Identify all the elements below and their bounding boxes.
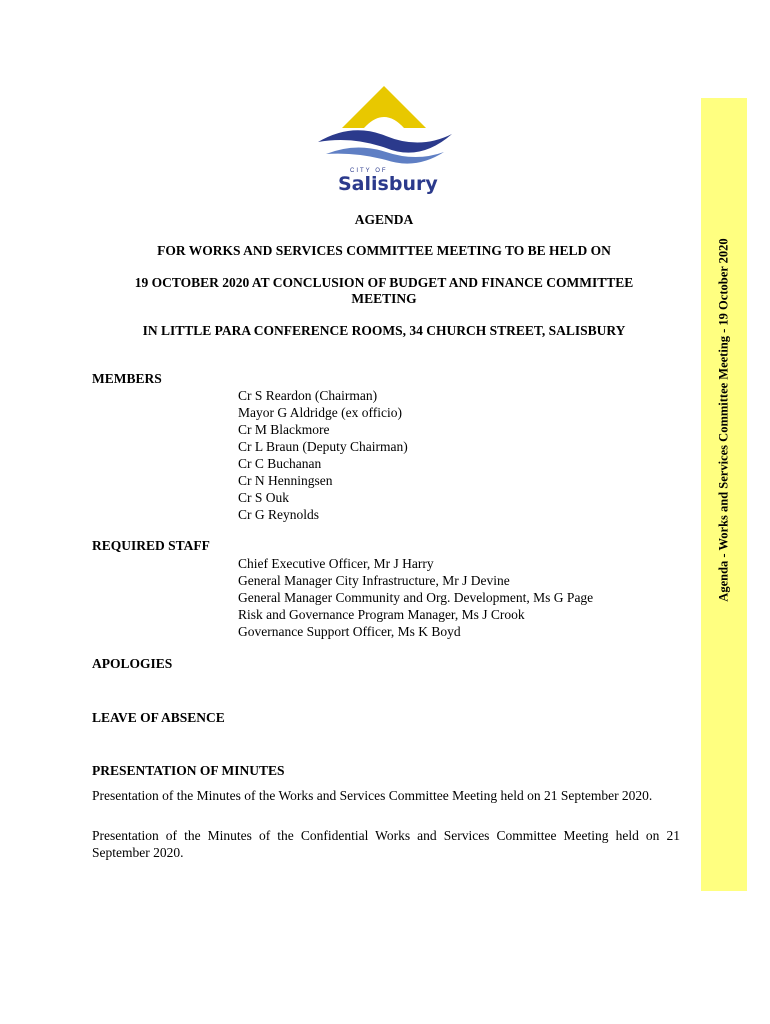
apologies-label: APOLOGIES xyxy=(92,656,173,671)
member-item: Cr C Buchanan xyxy=(238,456,322,471)
city-of-salisbury-logo xyxy=(312,84,460,196)
member-item: Cr N Henningsen xyxy=(238,473,333,488)
staff-item: Chief Executive Officer, Mr J Harry xyxy=(238,556,434,571)
meeting-heading-line1: FOR WORKS AND SERVICES COMMITTEE MEETING TO BE HELD ON xyxy=(157,243,611,258)
presentation-of-minutes-label: PRESENTATION OF MINUTES xyxy=(92,763,285,778)
staff-item: General Manager City Infrastructure, Mr J Devine xyxy=(238,573,510,588)
agenda-sidebar xyxy=(701,98,747,891)
minutes-paragraph-1: Presentation of the Minutes of the Works and Services Committee Meeting held on 21 September 2020. xyxy=(92,788,653,803)
meeting-heading-line2b: MEETING xyxy=(351,291,417,306)
sidebar-title: Agenda - Works and Services Committee Meeting - 19 October 2020 xyxy=(716,238,731,602)
staff-list xyxy=(238,555,593,640)
staff-item: Governance Support Officer, Ms K Boyd xyxy=(238,624,461,639)
member-item: Cr S Ouk xyxy=(238,490,290,505)
logo-salisbury-text: Salisbury xyxy=(338,173,438,195)
leave-of-absence-label: LEAVE OF ABSENCE xyxy=(92,710,225,725)
members-list xyxy=(238,387,408,523)
logo-graphic xyxy=(312,84,460,196)
members-label: MEMBERS xyxy=(92,371,162,386)
member-item: Cr L Braun (Deputy Chairman) xyxy=(238,439,408,454)
member-item: Cr M Blackmore xyxy=(238,422,330,437)
required-staff-label: REQUIRED STAFF xyxy=(92,538,210,553)
logo-blue-wave xyxy=(326,147,444,163)
member-item: Cr G Reynolds xyxy=(238,507,319,522)
agenda-title: AGENDA xyxy=(354,212,414,227)
staff-item: Risk and Governance Program Manager, Ms J Crook xyxy=(238,607,525,622)
meeting-heading-line2a: 19 OCTOBER 2020 AT CONCLUSION OF BUDGET AND FINANCE COMMITTEE xyxy=(134,275,634,290)
member-item: Cr S Reardon (Chairman) xyxy=(238,388,378,403)
minutes-paragraph-2: Presentation of the Minutes of the Confidential Works and Services Committee Meeting held on 21 September 2020. xyxy=(92,828,680,860)
staff-item: General Manager Community and Org. Development, Ms G Page xyxy=(238,590,594,605)
member-item: Mayor G Aldridge (ex officio) xyxy=(238,405,402,420)
logo-navy-wave xyxy=(318,130,452,152)
meeting-location: IN LITTLE PARA CONFERENCE ROOMS, 34 CHURCH STREET, SALISBURY xyxy=(142,323,626,338)
logo-city-of-text: CITY OF xyxy=(350,168,388,174)
